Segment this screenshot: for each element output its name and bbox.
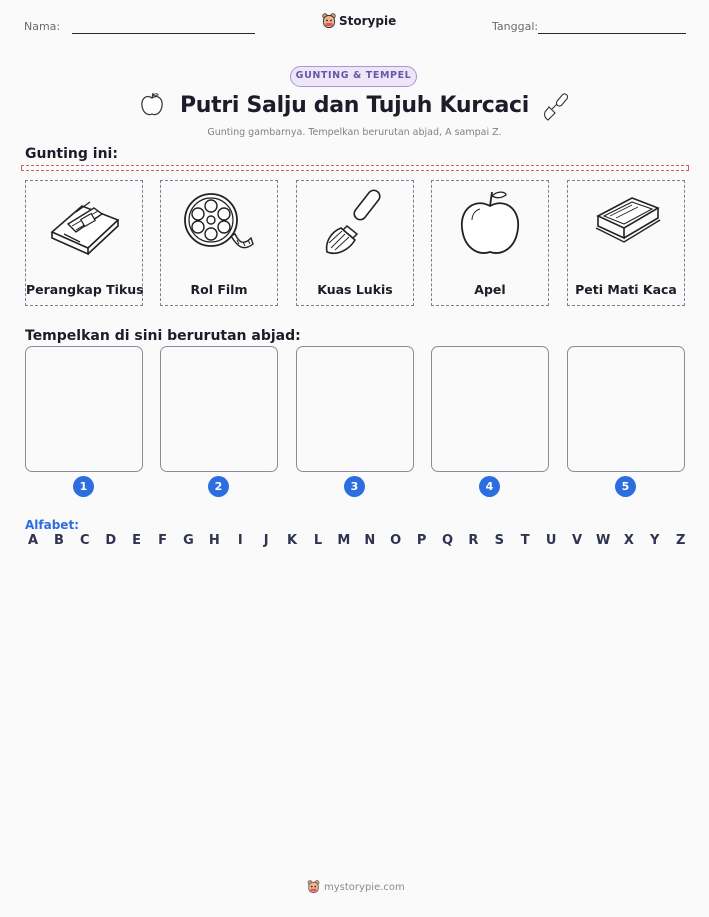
paste-box-5[interactable] bbox=[567, 346, 685, 472]
alphabet-letter: F bbox=[158, 533, 167, 548]
paintbrush-icon bbox=[317, 186, 393, 262]
footer-site-link[interactable]: mystorypie.com bbox=[324, 881, 405, 893]
cut-card-film-reel[interactable] bbox=[160, 180, 278, 306]
storypie-bear-icon bbox=[307, 880, 320, 894]
alphabet-letter: X bbox=[623, 533, 634, 548]
alphabet-letter: A bbox=[27, 533, 39, 548]
alphabet-letter: S bbox=[494, 533, 504, 548]
brand-name: Storypie bbox=[339, 14, 397, 28]
alphabet-letter: H bbox=[208, 533, 220, 548]
glass-coffin-icon bbox=[588, 186, 664, 262]
card-label: Apel bbox=[474, 282, 506, 297]
alphabet-row bbox=[26, 533, 688, 548]
alphabet-letter: N bbox=[364, 533, 376, 548]
alphabet-letter: Z bbox=[675, 533, 686, 548]
alphabet-letter: B bbox=[53, 533, 64, 548]
alphabet-letter: E bbox=[132, 533, 142, 548]
card-label: Perangkap Tikus bbox=[26, 282, 144, 297]
activity-badge: GUNTING & TEMPEL bbox=[290, 66, 417, 87]
footer bbox=[307, 880, 405, 894]
paste-box-3[interactable] bbox=[296, 346, 414, 472]
alphabet-letter: L bbox=[313, 533, 323, 548]
mousetrap-icon bbox=[46, 186, 122, 262]
card-label: Kuas Lukis bbox=[317, 282, 393, 297]
page-title: Putri Salju dan Tujuh Kurcaci bbox=[179, 93, 530, 118]
cut-line bbox=[21, 165, 689, 171]
alphabet-letter: Q bbox=[441, 533, 454, 548]
apple-icon bbox=[452, 186, 528, 262]
alphabet-letter: C bbox=[80, 533, 90, 548]
cut-card-apple[interactable] bbox=[431, 180, 549, 306]
cut-section-title: Gunting ini: bbox=[25, 146, 118, 162]
cut-card-mousetrap[interactable] bbox=[25, 180, 143, 306]
alphabet-label: Alfabet: bbox=[25, 518, 79, 532]
alphabet-letter: O bbox=[390, 533, 402, 548]
slot-number: 4 bbox=[479, 476, 500, 497]
cut-card-paintbrush[interactable] bbox=[296, 180, 414, 306]
cut-card-glass-coffin[interactable] bbox=[567, 180, 685, 306]
card-label: Rol Film bbox=[190, 282, 248, 297]
slot-number: 5 bbox=[615, 476, 636, 497]
name-label: Nama: bbox=[24, 20, 61, 33]
date-label: Tanggal: bbox=[492, 20, 539, 33]
date-line bbox=[538, 33, 686, 34]
alphabet-letter: W bbox=[595, 533, 611, 548]
alphabet-letter: J bbox=[263, 533, 269, 548]
name-line bbox=[72, 33, 255, 34]
alphabet-letter: T bbox=[520, 533, 530, 548]
paste-box-1[interactable] bbox=[25, 346, 143, 472]
alphabet-letter: Y bbox=[650, 533, 660, 548]
brand-logo bbox=[322, 13, 396, 29]
alphabet-letter: K bbox=[287, 533, 298, 548]
page-subtitle: Gunting gambarnya. Tempelkan berurutan abjad, A sampai Z. bbox=[207, 127, 502, 138]
paste-section-title: Tempelkan di sini berurutan abjad: bbox=[25, 328, 301, 344]
alphabet-letter: D bbox=[105, 533, 117, 548]
alphabet-letter: M bbox=[337, 533, 351, 548]
alphabet-letter: P bbox=[416, 533, 427, 548]
film-reel-icon bbox=[181, 186, 257, 262]
alphabet-letter: V bbox=[572, 533, 583, 548]
storypie-bear-icon bbox=[322, 13, 336, 29]
alphabet-letter: R bbox=[468, 533, 479, 548]
slot-number: 2 bbox=[208, 476, 229, 497]
paste-box-4[interactable] bbox=[431, 346, 549, 472]
slot-number: 1 bbox=[73, 476, 94, 497]
paintbrush-decoration-icon bbox=[543, 91, 571, 121]
alphabet-letter: U bbox=[545, 533, 557, 548]
slot-number: 3 bbox=[344, 476, 365, 497]
card-label: Peti Mati Kaca bbox=[575, 282, 677, 297]
paste-box-2[interactable] bbox=[160, 346, 278, 472]
alphabet-letter: G bbox=[183, 533, 194, 548]
alphabet-letter: I bbox=[237, 533, 243, 548]
